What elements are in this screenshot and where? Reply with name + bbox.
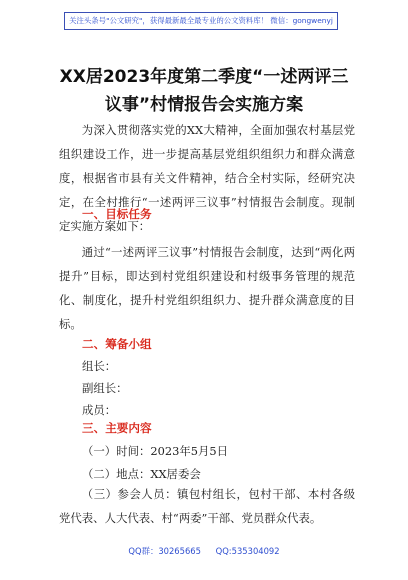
header-banner[interactable]: 关注头条号"公文研究"，获得最新最全最专业的公文资料库！ 微信：gongwenyj: [64, 12, 338, 30]
section-heading-content: 三、主要内容: [82, 421, 152, 435]
deputy-leader-label: 副组长：: [82, 381, 128, 395]
footer-qq[interactable]: QQ:535304092: [215, 546, 280, 556]
document-title-line-2: 议事”村情报告会实施方案: [104, 95, 304, 115]
document-title-line-1: XX居2023年度第二季度“一述两评三: [59, 67, 349, 87]
goals-paragraph: 通过“一述两评三议事”村情报告会制度，达到“两化两提升”目标，即达到村党组织建设和村级事务管理的规范化、制度化，提升村党组织组织力、提升群众满意度的目标。: [59, 245, 355, 331]
members-label: 成员：: [82, 403, 117, 417]
section-heading-goals: 一、目标任务: [82, 207, 152, 221]
participants-paragraph: （三）参会人员：镇包村组长，包村干部、本村各级党代表、人大代表、村“两委”干部、党员群众代表。: [59, 487, 355, 525]
intro-paragraph: 为深入贯彻落实党的XX大精神，全面加强农村基层党组织建设工作，进一步提高基层党组织组织力和群众满意度，根据省市县有关文件精神，结合全村实际，经研究决定，在全村推行“一述两评三议事”村情报告会制度。现制定实施方案如下：: [59, 123, 355, 233]
meeting-time: （一）时间：2023年5月5日: [82, 444, 228, 458]
footer-qq-group[interactable]: QQ群：30265665: [128, 546, 201, 556]
group-leader-label: 组长：: [82, 359, 117, 373]
meeting-place: （二）地点：XX居委会: [82, 467, 201, 481]
footer-contact: [0, 544, 408, 558]
section-heading-preparation: 二、筹备小组: [82, 337, 152, 351]
